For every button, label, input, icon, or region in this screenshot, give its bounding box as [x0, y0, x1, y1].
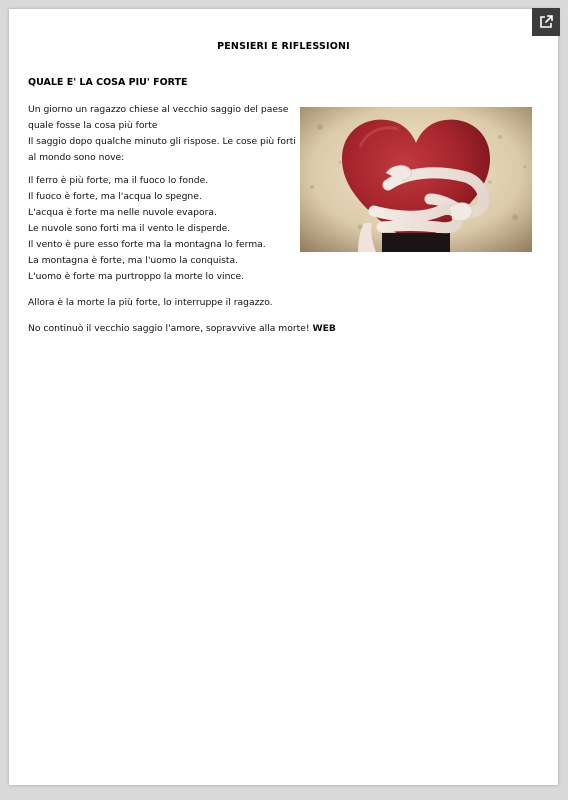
list-paragraph: [28, 173, 266, 285]
list-line: Il vento è pure esso forte ma la montagna lo ferma.: [28, 239, 266, 250]
document-title: PENSIERI E RIFLESSIONI: [217, 41, 350, 52]
external-link-icon: [539, 15, 553, 29]
section-title: QUALE E' LA COSA PIU' FORTE: [28, 77, 188, 88]
list-line: Le nuvole sono forti ma il vento le disperde.: [28, 223, 231, 234]
final-bold-text: WEB: [312, 323, 336, 334]
intro-line: al mondo sono nove:: [28, 152, 125, 163]
intro-line: Un giorno un ragazzo chiese al vecchio saggio del paese: [28, 104, 289, 115]
intro-line: quale fosse la cosa più forte: [28, 120, 158, 131]
final-text: No continuò il vecchio saggio l'amore, sopravvive alla morte!: [28, 323, 310, 334]
list-line: Il ferro è più forte, ma il fuoco lo fonde.: [28, 175, 209, 186]
intro-paragraph: [28, 102, 296, 166]
open-in-new-window-button[interactable]: [532, 8, 560, 36]
list-line: La montagna è forte, ma l'uomo la conquista.: [28, 255, 239, 266]
intro-line: Il saggio dopo qualche minuto gli rispose. Le cose più forti: [28, 136, 296, 147]
heart-hug-photo: [300, 107, 532, 252]
conclusion-paragraph: Allora è la morte la più forte, lo interruppe il ragazzo.: [28, 297, 273, 308]
list-line: Il fuoco è forte, ma l'acqua lo spegne.: [28, 191, 202, 202]
final-paragraph: [28, 321, 336, 337]
document-page: [9, 9, 558, 785]
list-line: L'uomo è forte ma purtroppo la morte lo vince.: [28, 271, 245, 282]
list-line: L'acqua è forte ma nelle nuvole evapora.: [28, 207, 217, 218]
